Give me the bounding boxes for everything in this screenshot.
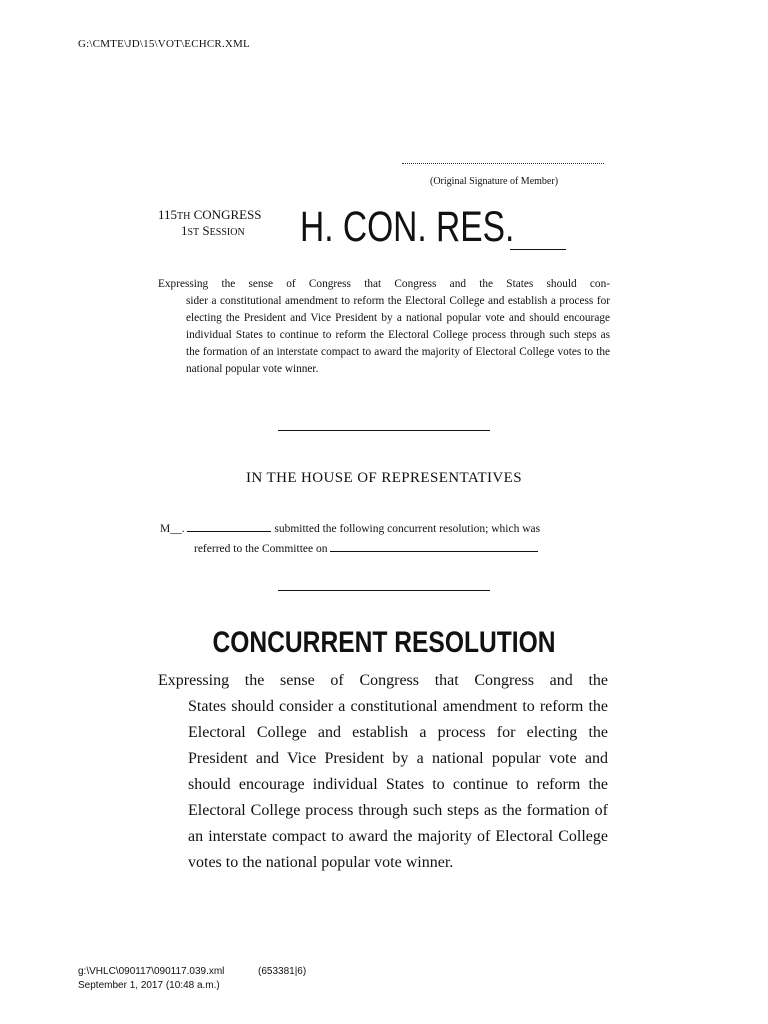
bill-number-blank	[510, 249, 566, 250]
session-rest: ESSION	[209, 227, 245, 238]
congress-number	[158, 207, 262, 224]
resolution-body-rest: States should consider a constitutional amendment to reform the Electoral College and establish a process for electing the President and Vice President by a national popular vote and should encourage individual States to continue to reform the Electoral College process through such steps as the formation of an interstate compact to award the majority of Electoral College votes to the national popular vote winner.	[188, 698, 608, 871]
divider-rule	[278, 590, 490, 591]
short-summary	[158, 276, 610, 378]
short-summary-first-line: Expressing the sense of Congress that Congress and the States should con-	[158, 278, 610, 290]
short-summary-rest: sider a constitutional amendment to reform the Electoral College and establish a process for electing the President and Vice President by a national popular vote and should encourage individual States to continue to reform the Electoral College process through such steps as the formation of an interstate compact to award the majority of Electoral College votes to the national popular vote winner.	[186, 295, 610, 375]
introduction-line-1	[160, 521, 608, 537]
congress-word: CONGRESS	[193, 207, 262, 222]
session-s: S	[202, 223, 210, 238]
bill-type-title: H. CON. RES.	[300, 203, 515, 251]
member-name-blank	[187, 530, 271, 532]
committee-blank	[330, 550, 538, 552]
chamber-heading: IN THE HOUSE OF REPRESENTATIVES	[246, 470, 522, 486]
introduction-line-2	[194, 541, 538, 557]
resolution-body-first-line: Expressing the sense of Congress that Congress and the	[158, 672, 608, 689]
session-number	[181, 223, 245, 240]
divider-rule	[278, 430, 490, 431]
footer-file: g:\VHLC\090117\090117.039.xml	[78, 966, 225, 977]
member-prefix: M__.	[160, 523, 185, 535]
signature-line	[402, 163, 604, 164]
session-suffix: ST	[187, 227, 200, 238]
session-num: 1	[181, 223, 188, 238]
footer-date: September 1, 2017 (10:48 a.m.)	[78, 980, 220, 991]
footer-doc-id: (653381|6)	[258, 966, 307, 977]
congress-suffix: TH	[177, 211, 191, 222]
signature-label: (Original Signature of Member)	[430, 176, 559, 187]
resolution-title: CONCURRENT RESOLUTION	[212, 626, 556, 659]
congress-num: 115	[158, 207, 178, 222]
introduction-text-2: referred to the Committee on	[194, 543, 328, 555]
resolution-body	[158, 668, 608, 876]
file-path: G:\CMTE\JD\15\VOT\ECHCR.XML	[78, 38, 250, 50]
introduction-text-1: submitted the following concurrent resolution; which was	[274, 523, 541, 535]
